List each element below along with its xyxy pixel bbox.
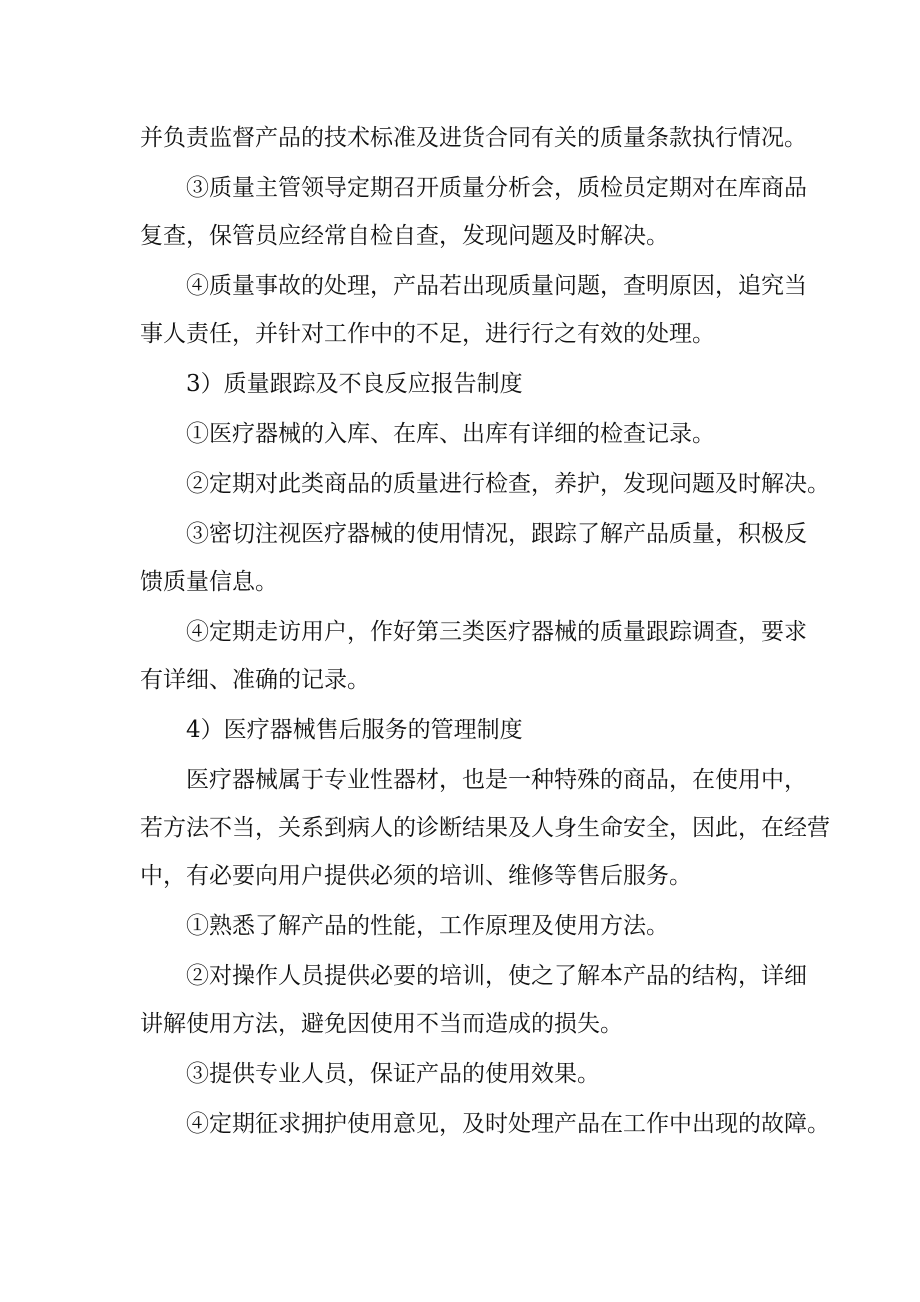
paragraph [140,114,807,162]
text-line: ②定期对此类商品的质量进行检查，养护，发现问题及时解决。 [186,471,830,497]
paragraph [140,460,830,508]
paragraph [140,1050,790,1098]
text-line: ③提供专业人员，保证产品的使用效果。 [186,1061,600,1087]
text-line: 有详细、准确的记录。 [140,667,370,693]
text-line: 复查，保管员应经常自检自查，发现问题及时解决。 [140,223,669,249]
paragraph [140,510,807,606]
paragraph [140,1100,830,1148]
section-heading [140,706,790,754]
text-line: ③密切注视医疗器械的使用情况，跟踪了解产品质量，积极反 [186,521,807,547]
text-line: 若方法不当，关系到病人的诊断结果及人身生命安全，因此，在经营 [140,815,830,841]
text-line: ①医疗器械的入库、在库、出库有详细的检查记录。 [186,421,715,447]
paragraph [140,410,790,458]
text-line: 讲解使用方法，避免因使用不当而造成的损失。 [140,1011,623,1037]
text-line: 医疗器械属于专业性器材，也是一种特殊的商品，在使用中， [186,767,807,793]
text-line: 事人责任，并针对工作中的不足，进行行之有效的处理。 [140,321,715,347]
text-line: 并负责监督产品的技术标准及进货合同有关的质量条款执行情况。 [140,125,807,151]
paragraph [140,608,807,704]
text-line: 中，有必要向用户提供必须的培训、维修等售后服务。 [140,863,692,889]
text-line: ④定期征求拥护使用意见，及时处理产品在工作中出现的故障。 [186,1111,830,1137]
paragraph [140,952,807,1048]
document-body [140,114,830,1148]
text-line: ④质量事故的处理，产品若出现质量问题，查明原因，追究当 [186,273,807,299]
paragraph [140,262,807,358]
text-line: ③质量主管领导定期召开质量分析会，质检员定期对在库商品 [186,175,807,201]
section-heading [140,360,790,408]
text-line: 3）质量跟踪及不良反应报告制度 [186,371,523,397]
text-line: 4）医疗器械售后服务的管理制度 [186,717,523,743]
paragraph [140,902,790,950]
text-line: ④定期走访用户，作好第三类医疗器械的质量跟踪调查，要求 [186,619,807,645]
text-line: 馈质量信息。 [140,569,278,595]
paragraph [140,164,807,260]
text-line: ①熟悉了解产品的性能，工作原理及使用方法。 [186,913,669,939]
paragraph [140,756,830,900]
text-line: ②对操作人员提供必要的培训，使之了解本产品的结构，详细 [186,963,807,989]
